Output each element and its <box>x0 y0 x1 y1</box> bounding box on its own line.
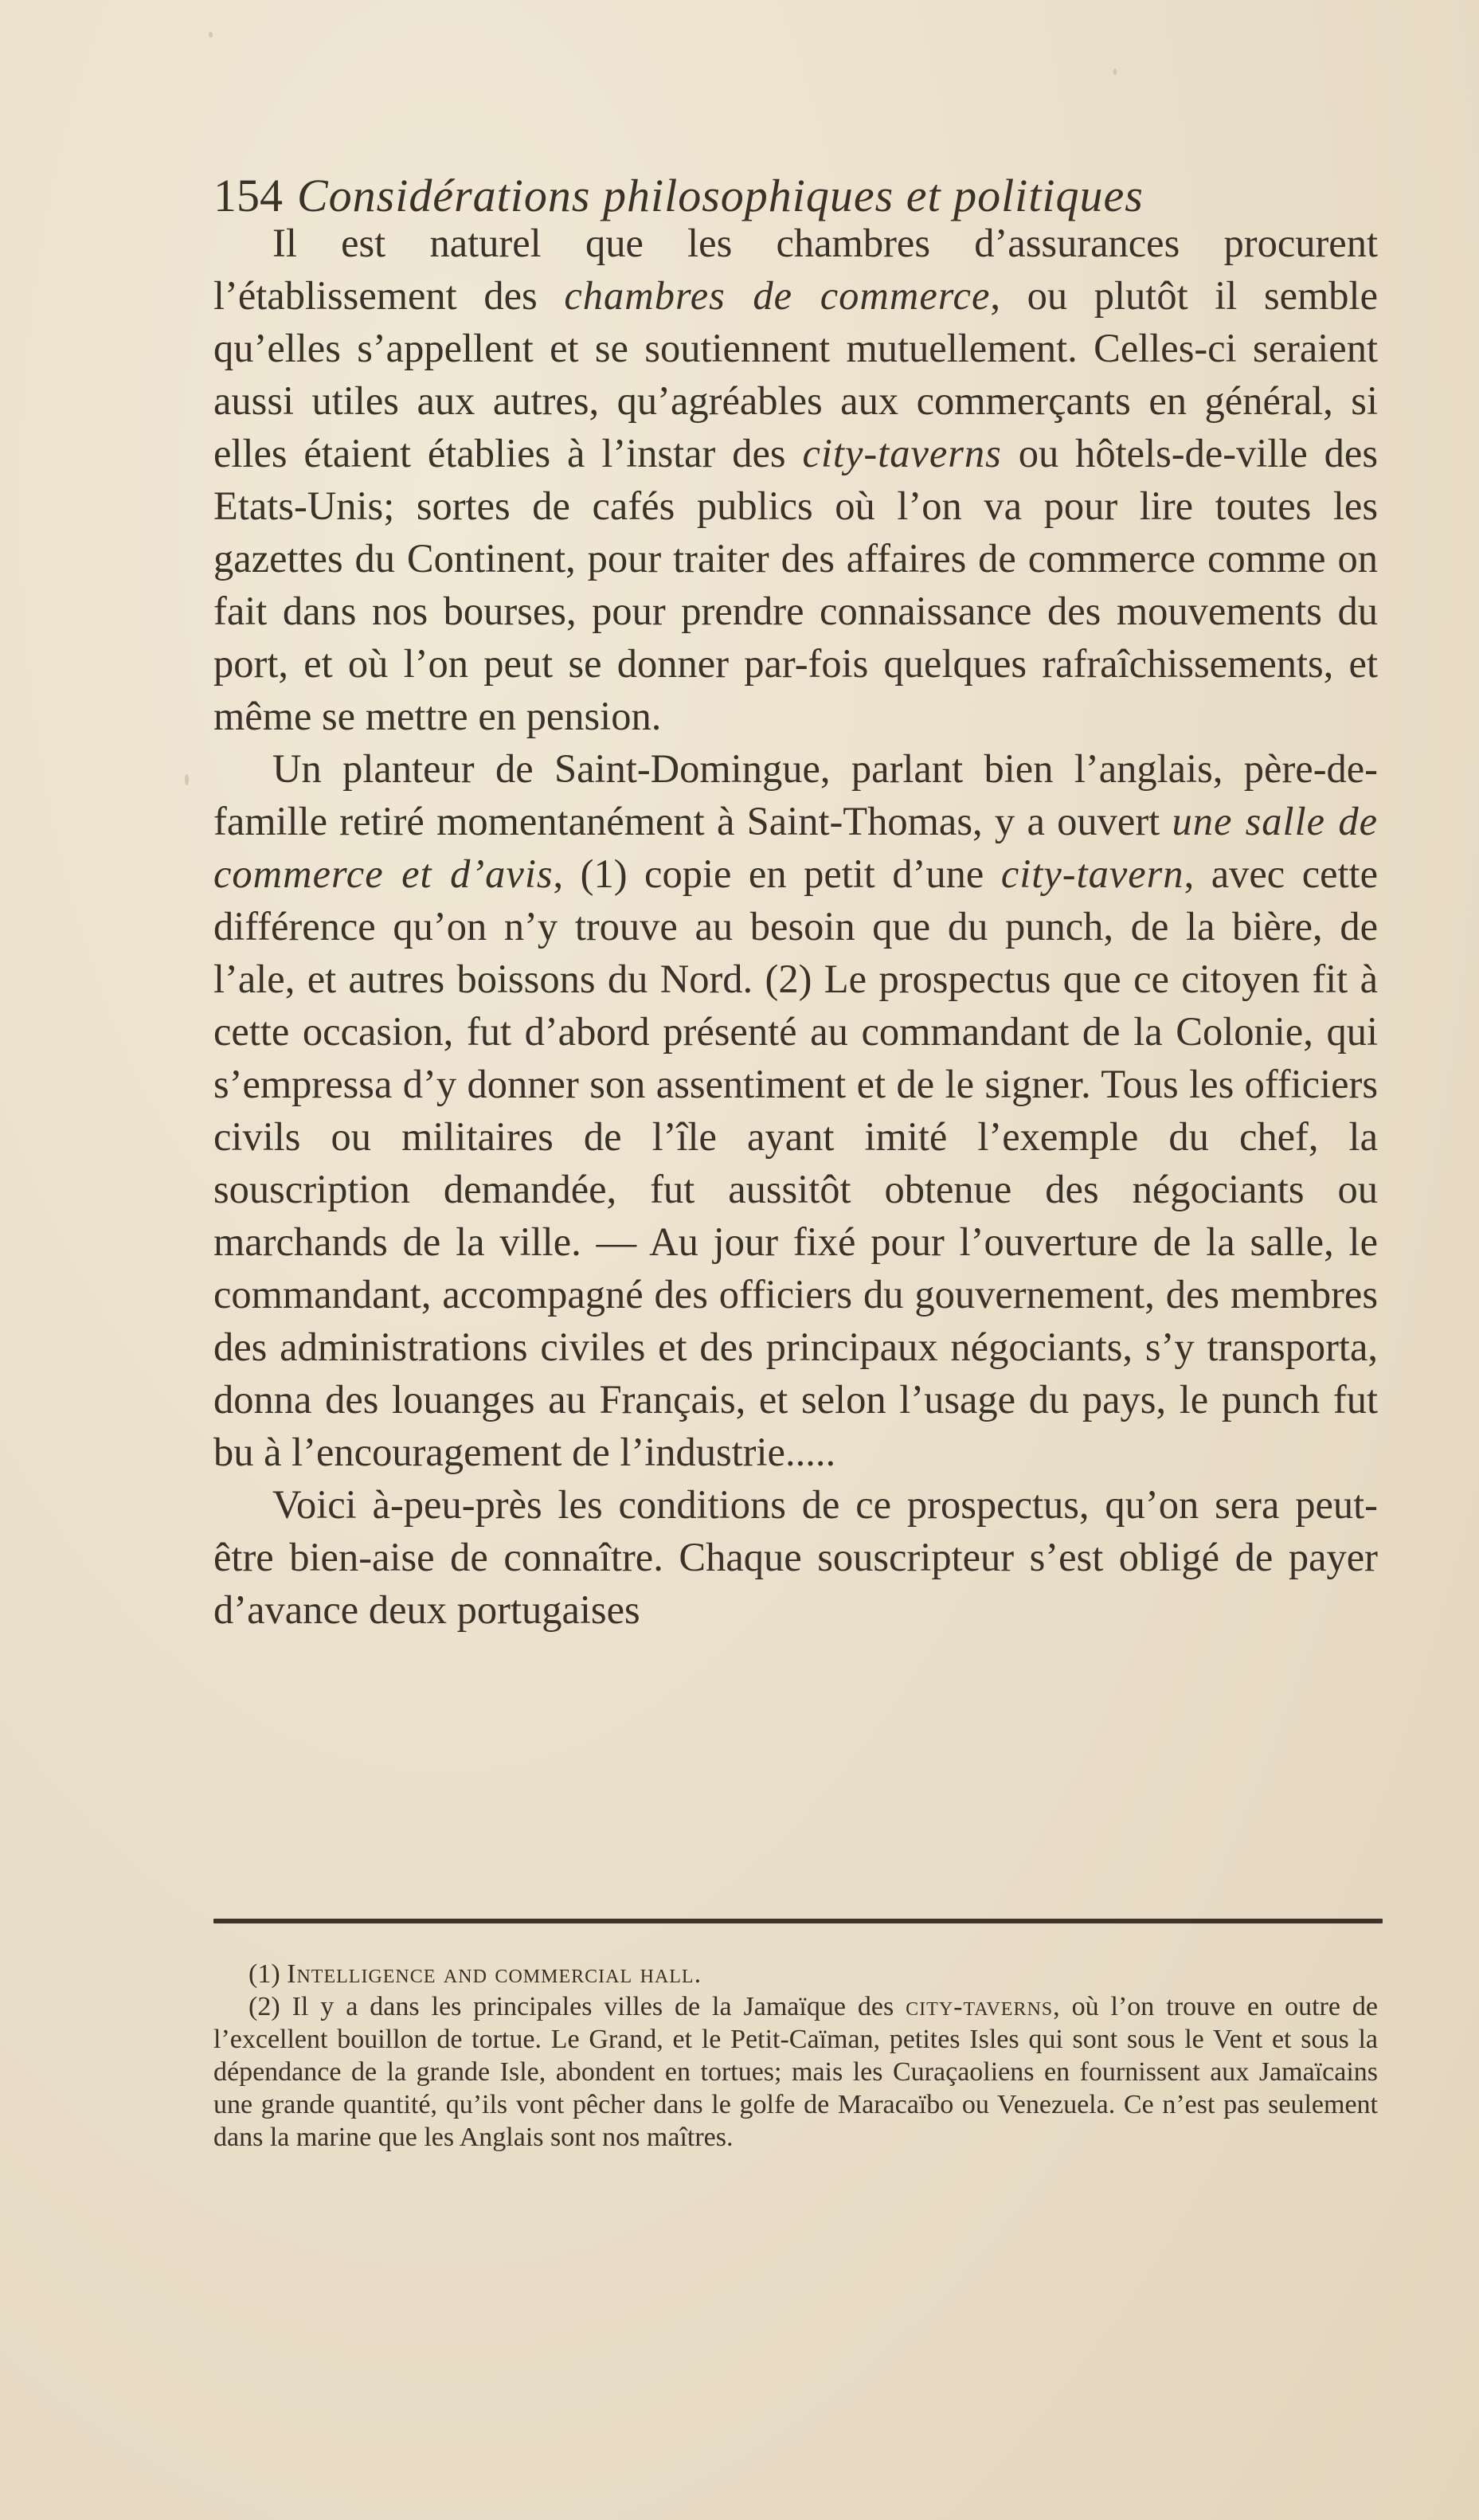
paragraph <box>213 742 1378 1478</box>
paper-speck <box>1113 68 1117 75</box>
text-run: ou hôtels-de-ville des Etats-Unis; sortes de cafés publics où l’on va pour lire toutes les gazettes du Continent, pour traiter des affaires de commerce comme on fait dans nos bourses, pour prendre connaissance des mouvements du port, et où l’on peut se donner par-fois quelques rafraîchissements, et même se mettre en pension. <box>213 431 1379 738</box>
running-title: Considérations philosophiques et politiques <box>297 170 1144 221</box>
footnote-rule <box>213 1919 1383 1923</box>
text-run: Il est naturel que les chambres d’assurances procurent l’établissement des <box>213 221 1378 318</box>
footnote <box>213 1958 1378 1990</box>
page-number: 154 <box>213 170 283 221</box>
paragraph <box>213 1478 1378 1636</box>
italic-run: city-taverns <box>802 431 1002 475</box>
text-run: , ou plutôt il semble qu’elles s’appellent et se soutiennent mutuellement. Celles-ci seraient aussi utiles aux autres, qu’agréables aux commerçants en général, si elles étaient établies à l’instar des <box>213 273 1378 475</box>
paper-speck <box>185 774 189 785</box>
text-run: , (1) copie en petit d’une <box>553 851 1001 896</box>
italic-run: une salle de commerce et d’avis <box>213 799 1378 896</box>
footnotes <box>213 1958 1378 2154</box>
paragraph <box>213 217 1378 742</box>
text-run: Un planteur de Saint-Domingue, parlant bien l’anglais, père-de-famille retiré momentanément à Saint-Thomas, y a ouvert <box>213 746 1378 843</box>
text-run: (1) <box>248 1959 288 1989</box>
text-run: , avec cette différence qu’on n’y trouve au besoin que du punch, de la bière, de l’ale, et autres boissons du Nord. (2) Le prospectus que ce citoyen fit à cette occasion, fut d’abord présenté au commandant de la Colonie, qui s’empressa d’y donner son assentiment et de le signer. Tous les officiers civils ou militaires de l’île ayant imité l’exemple du chef, la souscription demandée, fut aussitôt obtenue des négociants ou marchands de la ville. — Au jour fixé pour l’ouverture de la salle, le commandant, accompagné des officiers du gouvernement, des membres des administrations civiles et des principaux négociants, s’y transporta, donna des louanges au Français, et selon l’usage du pays, le punch fut bu à l’encouragement de l’industrie..... <box>213 851 1379 1474</box>
paper-speck <box>209 32 213 37</box>
text-run: (2) Il y a dans les principales villes de la Jamaïque des <box>248 1992 906 2021</box>
small-caps-run: Intelligence and commercial hall. <box>287 1959 702 1989</box>
italic-run: chambres de commerce <box>564 273 991 318</box>
footnote <box>213 1990 1378 2154</box>
small-caps-run: city-taverns <box>906 1992 1054 2021</box>
text-run: , où l’on trouve en outre de l’excellent bouillon de tortue. Le Grand, et le Petit-Caïman, petites Isles qui sont sous le Vent et sous la dépendance de la grande Isle, abondent en tortues; mais les Curaçaoliens en fournissent aux Jamaïcains une grande quantité, qu’ils vont pêcher dans le golfe de Maracaïbo ou Venezuela. Ce n’est pas seulement dans la marine que les Anglais sont nos maîtres. <box>213 1992 1378 2152</box>
text-run: Voici à-peu-près les conditions de ce prospectus, qu’on sera peut-être bien-aise de connaître. Chaque souscripteur s’est obligé de payer d’avance deux portugaises <box>213 1482 1378 1632</box>
italic-run: city-tavern <box>1000 851 1184 896</box>
main-text <box>213 217 1378 1636</box>
